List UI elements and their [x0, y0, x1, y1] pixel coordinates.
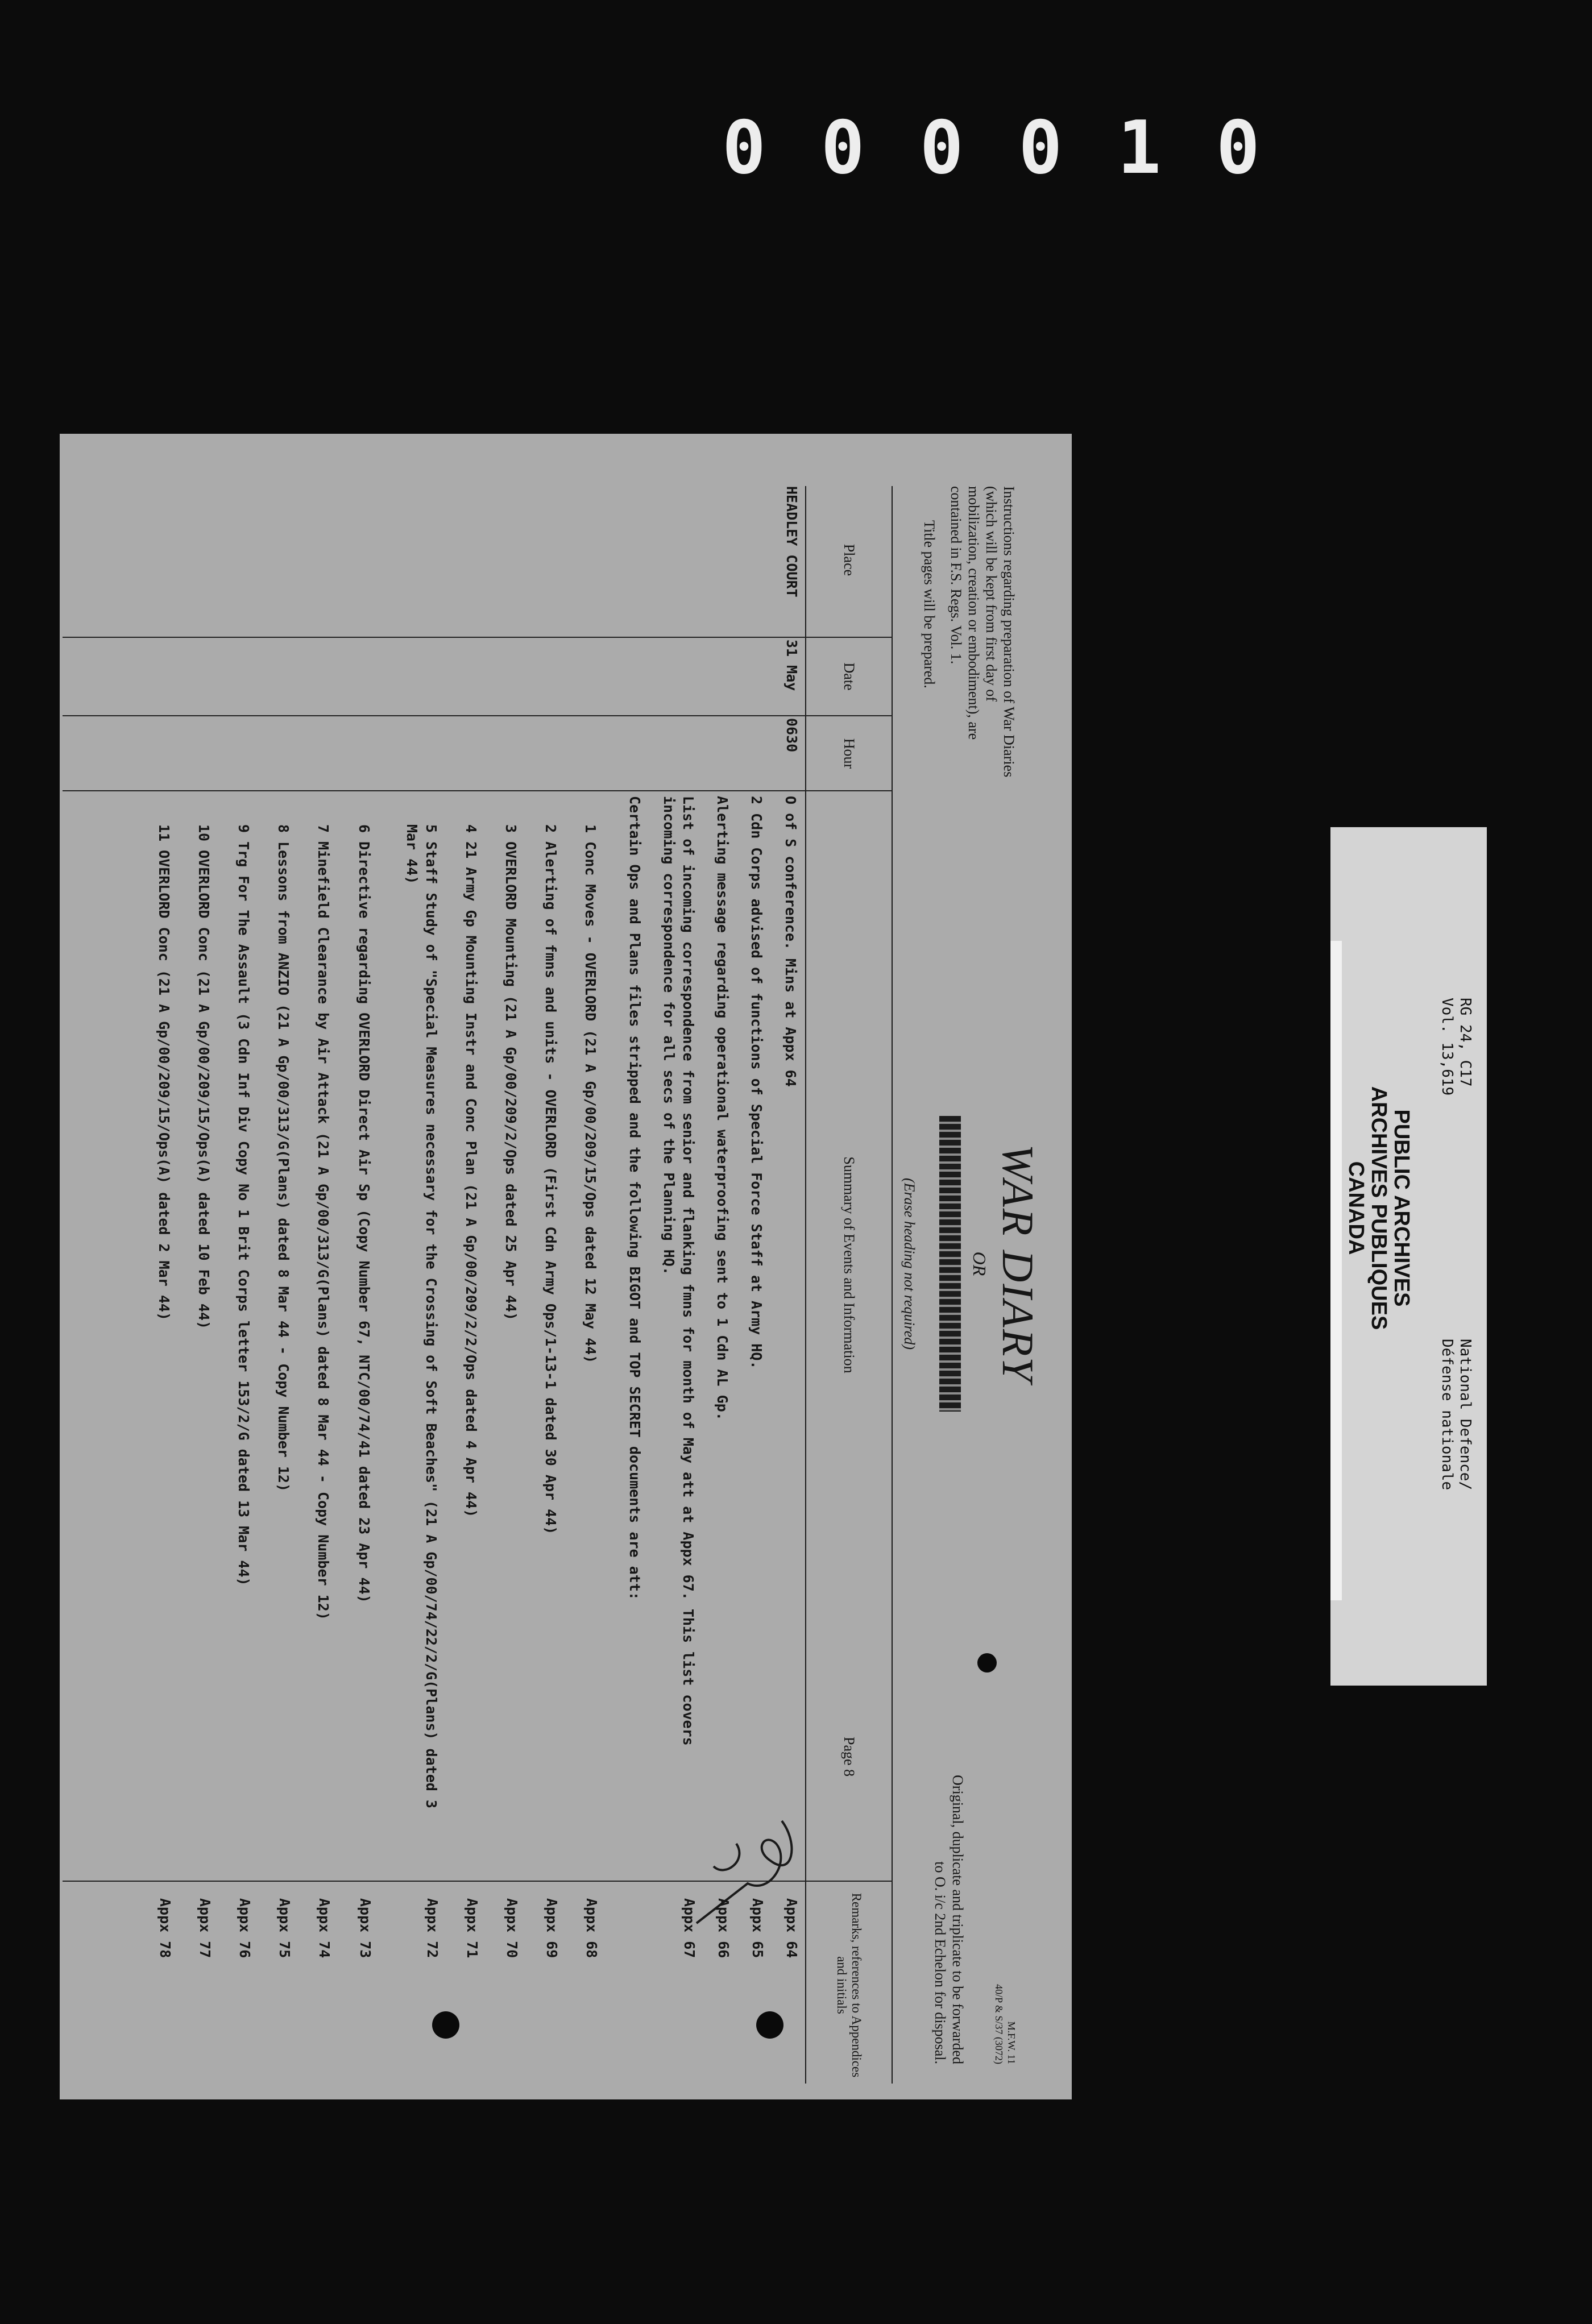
entry-summary: Alerting message regarding operational waterproofing sent to 1 Cdn AL Gp.	[714, 796, 731, 1421]
header-remarks: Remarks, references to Appendices and initials	[835, 1893, 864, 2078]
entry-remarks: Appx 75	[276, 1898, 293, 1958]
label-line: CANADA	[1344, 1161, 1368, 1255]
header-place: Place	[841, 543, 857, 576]
form-reference	[993, 1984, 1018, 2064]
entry-summary: O of S conference. Mins at Appx 64	[782, 796, 799, 1087]
form-ref-line: 40/P & S/37 (3072)	[993, 1984, 1005, 2064]
label-line: Vol. 13,619	[1438, 998, 1456, 1096]
punch-hole	[432, 2011, 459, 2039]
entry-hour: 0630	[783, 718, 800, 753]
entry-summary: 4 21 Army Gp Mounting Instr and Conc Plan (21 A Gp/00/209/2/2/Ops dated 4 Apr 44)	[463, 824, 479, 1518]
entry-remarks: Appx 68	[583, 1898, 600, 1958]
entry-remarks: Appx 71	[464, 1898, 480, 1958]
frame-digit: 0	[722, 105, 769, 190]
entry-summary: 1 Conc Moves - OVERLORD (21 A Gp/00/209/15/Ops dated 12 May 44)	[582, 824, 599, 1364]
label-line: PUBLIC ARCHIVES	[1390, 1109, 1413, 1307]
column-divider	[63, 715, 893, 716]
entry-remarks: Appx 72	[424, 1898, 441, 1958]
label-archives-name	[1345, 1020, 1413, 1396]
entry-place: HEADLEY COURT	[783, 486, 800, 597]
entry-summary: 2 Alerting of fmns and units - OVERLORD (First Cdn Army Ops/1-13-1 dated 30 Apr 44)	[542, 824, 559, 1535]
entry-remarks: Appx 67	[681, 1898, 698, 1958]
entry-remarks: Appx 78	[157, 1898, 173, 1958]
label-line: Défense nationale	[1438, 1339, 1456, 1491]
frame-digit: 0	[919, 105, 966, 190]
entry-summary: List of incoming correspondence from senior and flanking fmns for month of May att at Appx 67. This list covers incoming correspondence for all secs of the Planning HQ.	[661, 796, 696, 1746]
punch-hole	[977, 1653, 997, 1673]
entry-remarks: Appx 70	[504, 1898, 520, 1958]
entry-summary: 5 Staff Study of "Special Measures necessary for the Crossing of Soft Beaches" (21 A Gp/00/74/22/2/G(Plans) dated 3 Mar 44)	[404, 824, 440, 1808]
entry-summary: 3 OVERLORD Mounting (21 A Gp/00/209/2/Ops dated 25 Apr 44)	[503, 824, 519, 1321]
label-line: National Defence/	[1457, 1339, 1474, 1491]
entry-summary: Certain Ops and Plans files stripped and the following BIGOT and TOP SECRET documents are att:	[627, 796, 643, 1600]
diary-or: OR	[969, 1251, 990, 1276]
table-header	[805, 486, 893, 2084]
header-summary: Summary of Events and Information	[841, 1156, 857, 1373]
instructions-text: Instructions regarding preparation of War Diaries (which will be kept from first day of mobilization, creation or embodiment), are contained in F.S. Regs. Vol. 1.	[948, 486, 1017, 778]
entry-summary: 2 Cdn Corps advised of functions of Special Force Staff at Army HQ.	[748, 796, 765, 1370]
entry-remarks: Appx 73	[357, 1898, 374, 1958]
entry-summary: 6 Directive regarding OVERLORD Direct Air Sp (Copy Number 67, NTC/00/74/41 dated 23 Apr 44)	[356, 824, 372, 1603]
header-hour: Hour	[841, 738, 857, 769]
page-number: Page 8	[841, 1737, 857, 1777]
entry-summary: 7 Minefield Clearance by Air Attack (21 A Gp/00/313/G(Plans) dated 8 Mar 44 - Copy Number 12)	[315, 824, 331, 1620]
entry-summary: 10 OVERLORD Conc (21 A Gp/00/209/15/Ops(A) dated 10 Feb 44)	[196, 824, 212, 1330]
frame-digit: 1	[1117, 105, 1164, 190]
column-divider	[63, 637, 893, 638]
entry-remarks: Appx 65	[749, 1898, 766, 1958]
label-line: RG 24, C17	[1457, 998, 1474, 1087]
diary-title: WAR DIARY	[993, 1144, 1043, 1384]
entry-summary: 9 Trg For The Assault (3 Cdn Inf Div Copy No 1 Brit Corps letter 153/2/G dated 13 Mar 44)	[235, 824, 252, 1586]
entry-remarks: Appx 64	[783, 1898, 800, 1958]
header-date: Date	[841, 662, 857, 691]
label-department	[1438, 1339, 1474, 1490]
entry-remarks: Appx 69	[544, 1898, 560, 1958]
war-diary-page	[60, 434, 1072, 2099]
label-line: ARCHIVES PUBLIQUES	[1367, 1086, 1391, 1330]
erase-note: (Erase heading not required)	[901, 1177, 918, 1350]
instructions-block	[921, 486, 1018, 782]
title-pages-note: Title pages will be prepared.	[921, 520, 938, 688]
entry-remarks: Appx 76	[237, 1898, 253, 1958]
frame-digit: 0	[1216, 105, 1262, 190]
entry-remarks: Appx 77	[197, 1898, 213, 1958]
form-ref-line: M.F.W. 11	[1006, 2021, 1017, 2064]
frame-digit: 0	[1018, 105, 1065, 190]
archive-label	[1330, 827, 1487, 1686]
original-note: Original, duplicate and triplicate to be forwarded to O. i/c 2nd Echelon for disposal.	[932, 1775, 966, 2064]
entry-date: 31 May	[783, 640, 800, 691]
column-divider	[63, 790, 893, 791]
entry-summary: 8 Lessons from ANZIO (21 A Gp/00/313/G(Plans) dated 8 Mar 44 - Copy Number 12)	[275, 824, 292, 1492]
diary-title-block	[901, 945, 1043, 1582]
archive-label-content	[1330, 827, 1487, 1686]
frame-digit: 0	[820, 105, 867, 190]
war-diary-sheet	[60, 434, 1072, 2099]
entry-remarks: Appx 66	[715, 1898, 732, 1958]
punch-hole	[756, 2011, 783, 2039]
frame-number	[722, 105, 1262, 190]
struck-heading	[939, 1116, 961, 1412]
entry-remarks: Appx 74	[316, 1898, 333, 1958]
label-record-group	[1438, 998, 1474, 1095]
entry-summary: 11 OVERLORD Conc (21 A Gp/00/209/15/Ops(A) dated 2 Mar 44)	[156, 824, 172, 1321]
